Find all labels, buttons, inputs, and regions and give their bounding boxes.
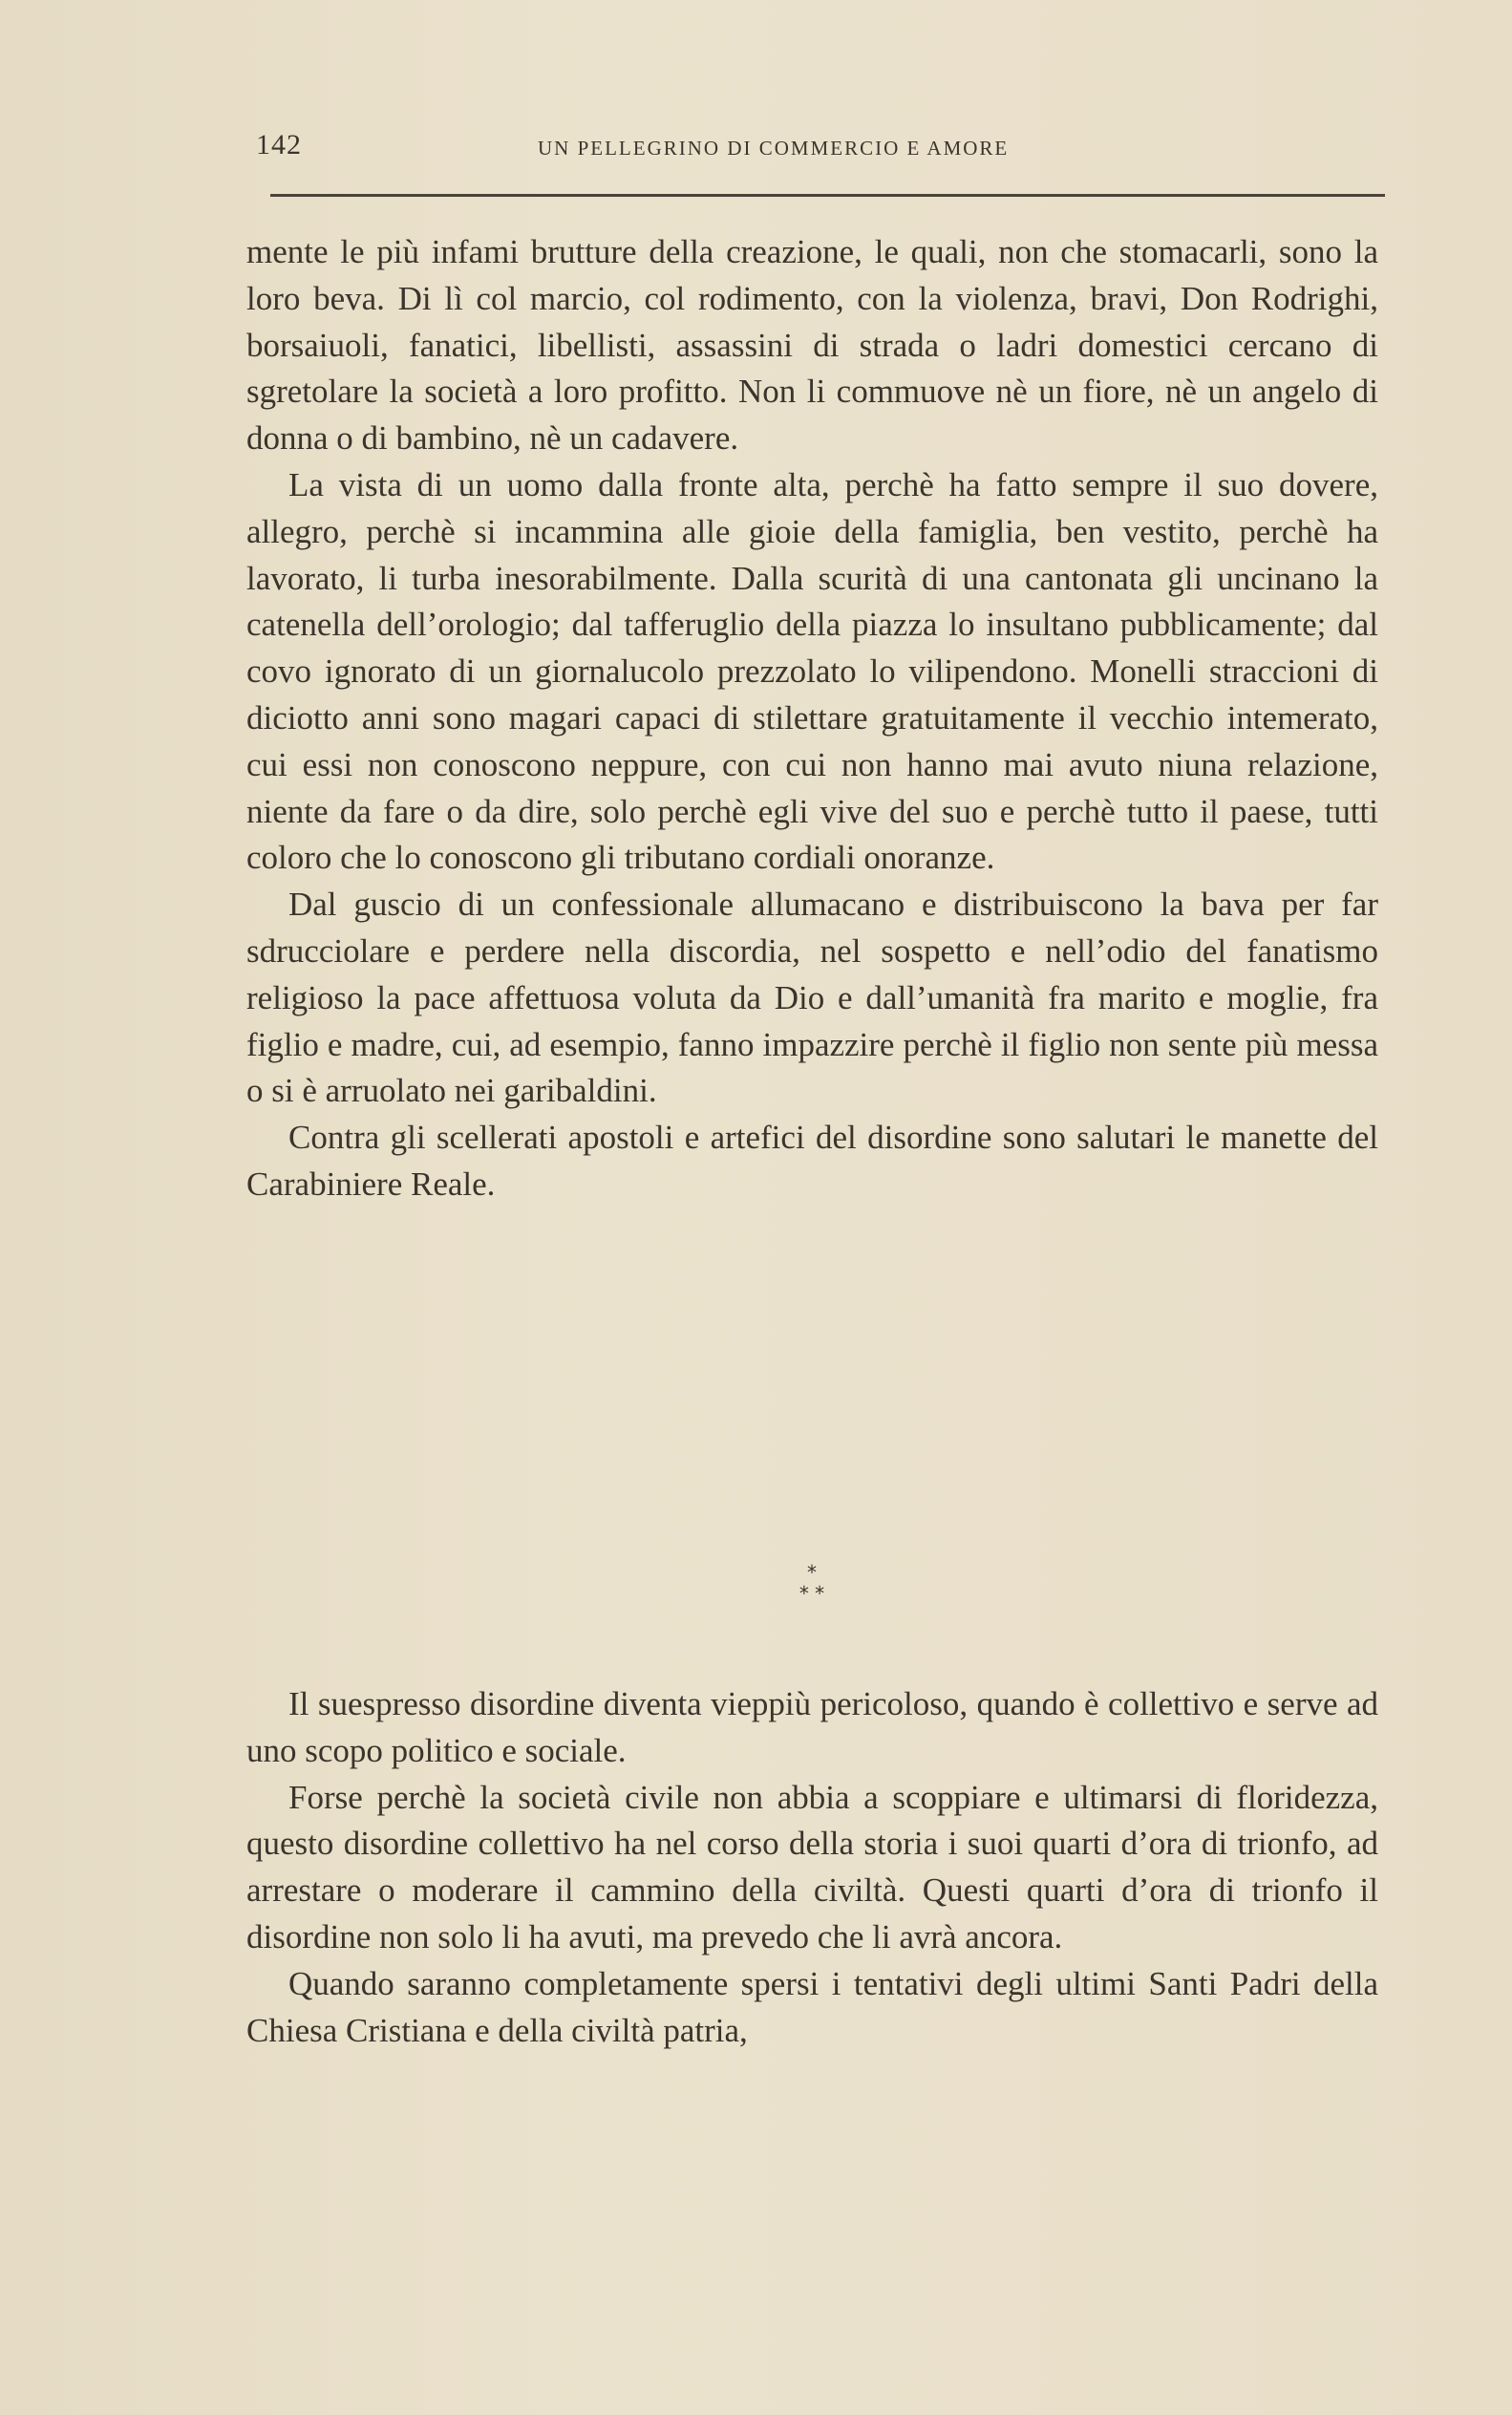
- paragraph: Quando saranno completamente spersi i tentativi degli ultimi Santi Padri della Chiesa Cristiana e della civiltà patria,: [246, 1964, 1378, 2049]
- paragraph: mente le più infami brutture della creazione, le quali, non che stomacarli, sono la loro beva. Di lì col marcio, col rodimento, con la violenza, bravi, Don Rodrighi, borsaiuoli, fanatici, libellisti, assassini di strada o ladri domestici cercano di sgretolare la società a loro profitto. Non li commuove nè un fiore, nè un angelo di donna o di bambino, nè un cadavere.: [246, 233, 1378, 458]
- paragraph: Il suespresso disordine diventa vieppiù pericoloso, quando è collettivo e serve ad uno scopo politico e sociale.: [246, 1685, 1378, 1769]
- text-block-lower: [246, 1681, 1378, 2054]
- running-title: UN PELLEGRINO DI COMMERCIO E AMORE: [538, 137, 1010, 160]
- section-asterism: [783, 1562, 841, 1604]
- paragraph: La vista di un uomo dalla fronte alta, perchè ha fatto sempre il suo dovere, allegro, perchè si incammina alle gioie della famiglia, ben vestito, perchè ha lavorato, li turba inesorabilmente. Dalla scurità di una cantonata gli uncinano la catenella dell’orologio; dal tafferuglio della piazza lo insultano pubblicamente; dal covo ignorato di un giornalucolo prezzolato lo vilipendono. Monelli straccioni di diciotto anni sono magari capaci di stilettare gratuitamente il vecchio intemerato, cui essi non conoscono neppure, con cui non hanno mai avuto niuna relazione, niente da fare o da dire, solo perchè egli vive del suo e perchè tutto il paese, tutti coloro che lo conoscono gli tributano cordiali onoranze.: [246, 465, 1378, 877]
- text-block-upper: [246, 229, 1378, 1208]
- asterism-top: *: [807, 1561, 817, 1584]
- paragraph: Dal guscio di un confessionale allumacano e distribuiscono la bava per far sdrucciolare e perdere nella discordia, nel sospetto e nell’odio del fanatismo religioso la pace affettuosa voluta da Dio e dall’umanità fra marito e moglie, fra figlio e madre, cui, ad esempio, fanno impazzire perchè il figlio non sente più messa o si è arruolato nei garibaldini.: [246, 886, 1378, 1110]
- paragraph: Forse perchè la società civile non abbia a scoppiare e ultimarsi di floridezza, questo disordine collettivo ha nel corso della storia i suoi quarti d’ora di trionfo, ad arrestare o moderare il cammino della civiltà. Questi quarti d’ora di trionfo il disordine non solo li ha avuti, ma prevedo che li avrà ancora.: [246, 1778, 1378, 1956]
- page-number: 142: [256, 129, 302, 160]
- paragraph: Contra gli scellerati apostoli e artefici del disordine sono salutari le manette del Carabiniere Reale.: [246, 1119, 1378, 1203]
- asterism-bottom: * *: [799, 1582, 825, 1605]
- header-rule: [270, 194, 1385, 197]
